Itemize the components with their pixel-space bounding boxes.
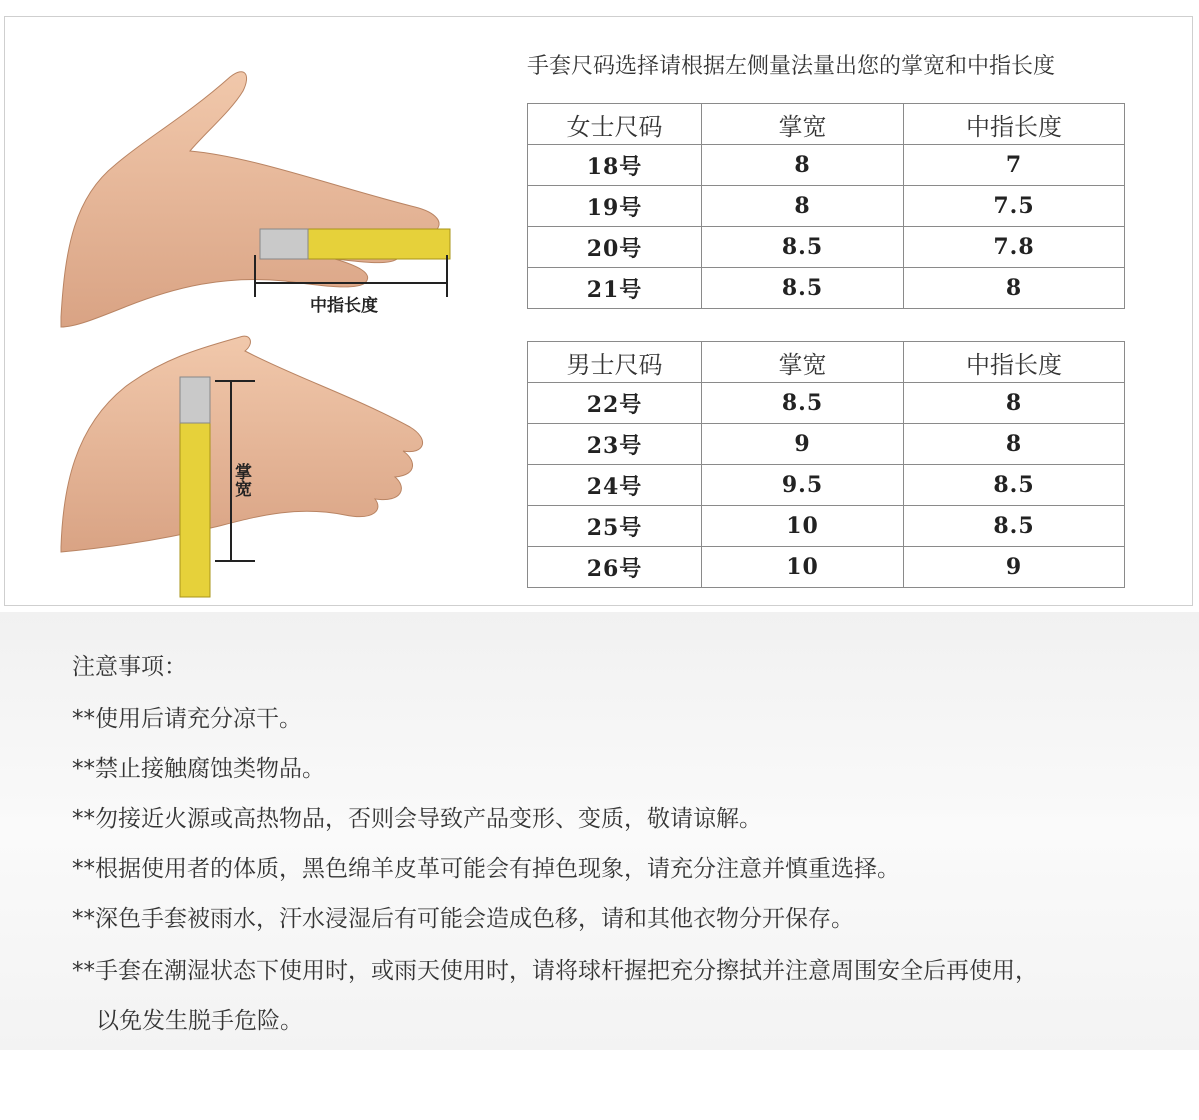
- finger-length-cell: 7: [904, 145, 1125, 186]
- column-header: 中指长度: [904, 104, 1125, 145]
- table-row: [528, 465, 1125, 506]
- table-row: [528, 506, 1125, 547]
- table-header-row: [528, 104, 1125, 145]
- note-item-continuation: 以免发生脱手危险。: [96, 1008, 303, 1034]
- finger-length-cell: 7.8: [904, 227, 1125, 268]
- finger-length-cell: 8: [904, 268, 1125, 309]
- size-cell: 24号: [528, 465, 702, 506]
- column-header: 女士尺码: [528, 104, 702, 145]
- table-row: [528, 145, 1125, 186]
- finger-length-cell: 8: [904, 383, 1125, 424]
- size-cell: 20号: [528, 227, 702, 268]
- palm-width-cell: 10: [702, 506, 904, 547]
- finger-length-label: 中指长度: [310, 296, 378, 316]
- palm-width-cell: 8: [702, 186, 904, 227]
- size-cell: 25号: [528, 506, 702, 547]
- size-guide-heading: 手套尺码选择请根据左侧量法量出您的掌宽和中指长度: [527, 54, 1056, 79]
- care-notes-panel: [0, 612, 1199, 1050]
- column-header: 中指长度: [904, 342, 1125, 383]
- table-row: [528, 424, 1125, 465]
- palm-width-cell: 10: [702, 547, 904, 588]
- palm-width-cell: 9.5: [702, 465, 904, 506]
- finger-length-cell: 8.5: [904, 506, 1125, 547]
- upper-hand-image: [61, 72, 450, 327]
- finger-length-cell: 9: [904, 547, 1125, 588]
- finger-length-cell: 8.5: [904, 465, 1125, 506]
- finger-length-cell: 8: [904, 424, 1125, 465]
- table-row: [528, 547, 1125, 588]
- table-header-row: [528, 342, 1125, 383]
- column-header: 掌宽: [702, 104, 904, 145]
- palm-width-cell: 9: [702, 424, 904, 465]
- size-chart-panel: [4, 16, 1193, 606]
- hand-measurement-illustration: [55, 47, 475, 607]
- note-item: **深色手套被雨水，汗水浸湿后有可能会造成色移，请和其他衣物分开保存。: [72, 906, 854, 932]
- size-cell: 26号: [528, 547, 702, 588]
- palm-width-cell: 8.5: [702, 383, 904, 424]
- palm-width-cell: 8: [702, 145, 904, 186]
- size-cell: 21号: [528, 268, 702, 309]
- note-item: **勿接近火源或高热物品，否则会导致产品变形、变质，敬请谅解。: [72, 806, 762, 832]
- finger-length-cell: 7.5: [904, 186, 1125, 227]
- size-cell: 23号: [528, 424, 702, 465]
- table-row: [528, 227, 1125, 268]
- note-item: **根据使用者的体质，黑色绵羊皮革可能会有掉色现象，请充分注意并慎重选择。: [72, 856, 900, 882]
- size-cell: 18号: [528, 145, 702, 186]
- note-item: **使用后请充分凉干。: [72, 706, 302, 732]
- table-row: [528, 383, 1125, 424]
- table-row: [528, 186, 1125, 227]
- palm-width-cell: 8.5: [702, 268, 904, 309]
- men-size-table: [527, 341, 1125, 588]
- palm-width-label: 掌宽: [231, 463, 251, 497]
- column-header: 掌宽: [702, 342, 904, 383]
- palm-width-cell: 8.5: [702, 227, 904, 268]
- size-cell: 22号: [528, 383, 702, 424]
- table-row: [528, 268, 1125, 309]
- notes-title: 注意事项：: [72, 654, 187, 680]
- column-header: 男士尺码: [528, 342, 702, 383]
- women-size-table: [527, 103, 1125, 309]
- note-item: **手套在潮湿状态下使用时，或雨天使用时，请将球杆握把充分擦拭并注意周围安全后再使用，: [72, 958, 1038, 984]
- size-cell: 19号: [528, 186, 702, 227]
- note-item: **禁止接触腐蚀类物品。: [72, 756, 325, 782]
